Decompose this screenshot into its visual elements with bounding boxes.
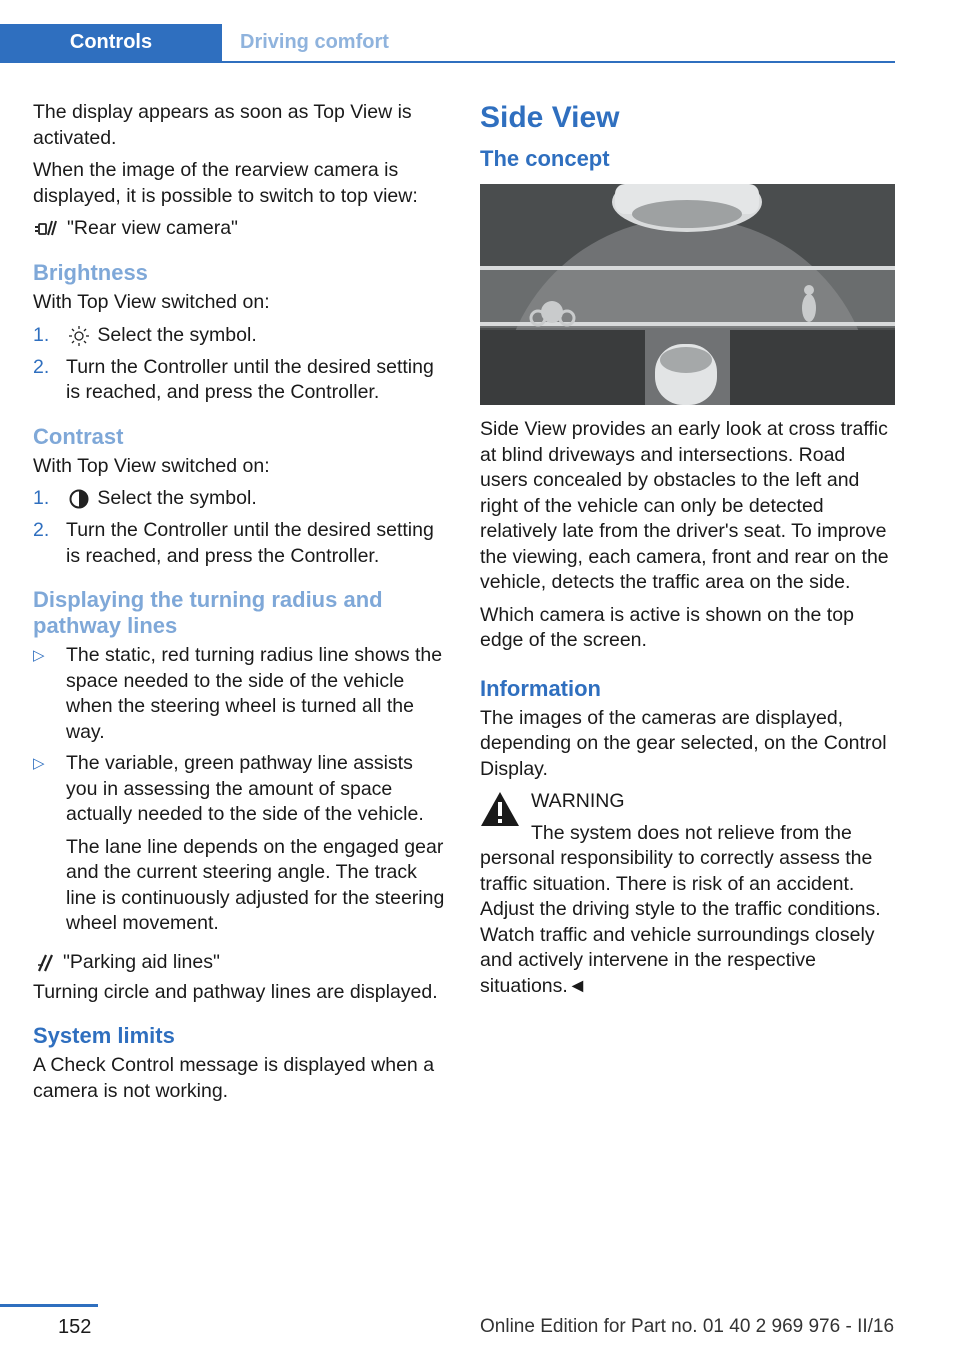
step-number: 1. [33, 323, 50, 346]
warning-box [480, 789, 895, 999]
list-item [33, 643, 448, 745]
warning-text: personal responsibility to correctly assess the traffic situation. There is risk of an accident. Adjust the driving style to the traffic conditions. Watch traffic and vehicle surroundings closely and actively intervene in the respective situations.◄ [480, 847, 881, 997]
step-number: 2. [33, 355, 50, 378]
brightness-sub: With Top View switched on: [33, 291, 270, 313]
step-number: 2. [33, 519, 50, 541]
step-text: Turn the Controller until the desired setting is reached, and press the Controller. [66, 355, 434, 403]
bullet-text: The variable, green pathway line assists you in assessing the amount of space actually needed to the side of the vehicle. [66, 752, 424, 825]
bullet-marker: ▷ [33, 647, 45, 664]
camera-text: Which camera is active is shown on the top edge of the screen. [480, 603, 854, 651]
list-item [33, 323, 448, 349]
parking-aid-lines-icon [33, 950, 59, 976]
list-item [33, 355, 448, 406]
side-view-title: Side View [480, 101, 620, 134]
step-text: Turn the Controller until the desired setting is reached, and press the Controller. [66, 519, 434, 567]
bullet-text: The lane line depends on the engaged gear and the current steering angle. The track line is continuously adjusted for the steering wheel movement. [66, 835, 445, 934]
rear-view-camera-icon [33, 216, 59, 242]
information-heading: Information [480, 675, 601, 701]
limits-heading: System limits [33, 1023, 175, 1048]
footer-rule [0, 1304, 98, 1307]
tab-driving-comfort[interactable]: Driving comfort [240, 31, 389, 53]
step-text: Select the symbol. [97, 487, 257, 509]
brightness-heading: Brightness [33, 260, 148, 285]
warning-title: WARNING [531, 790, 625, 812]
turning-after: Turning circle and pathway lines are displayed. [33, 980, 438, 1003]
page-number: 152 [58, 1316, 92, 1338]
list-item [33, 486, 448, 512]
parking-aid-label: "Parking aid lines" [63, 950, 220, 973]
intro-paragraph-1: The display appears as soon as Top View is activated. [33, 101, 412, 149]
header-rule [0, 61, 895, 63]
list-item [33, 751, 448, 944]
edition-line: Online Edition for Part no. 01 40 2 969 976 - II/16 [480, 1316, 895, 1337]
bullet-marker: ▷ [33, 755, 45, 772]
concept-text: Side View provides an early look at cross traffic at blind driveways and intersections. Road users concealed by obstacles to the left and right of the vehicle can only be detected relatively late from the driver's seat. To improve the viewing, each camera, front and rear on the vehicle, detects the traffic area on the side. [480, 418, 889, 593]
side-view-illustration [480, 184, 895, 405]
step-text: Select the symbol. [97, 323, 257, 346]
step-number: 1. [33, 487, 50, 509]
contrast-sub: With Top View switched on: [33, 454, 270, 477]
warning-triangle-icon [480, 791, 520, 827]
bullet-text: The static, red turning radius line shows the space needed to the side of the vehicle when the steering wheel is turned all the way. [66, 644, 443, 743]
tab-controls[interactable]: Controls [0, 24, 222, 61]
brightness-sun-icon [66, 323, 92, 349]
contrast-half-circle-icon [66, 486, 92, 512]
rear-view-camera-line [33, 216, 448, 242]
contrast-heading: Contrast [33, 423, 124, 449]
information-text: The images of the cameras are displayed, depending on the gear selected, on the Control Display. [480, 706, 887, 780]
list-item [33, 518, 448, 569]
parking-aid-line [33, 950, 448, 976]
header-tabs [0, 24, 895, 64]
right-column [480, 100, 895, 999]
intro-paragraph-2: When the image of the rearview camera is displayed, it is possible to switch to top view: [33, 159, 418, 207]
limits-text: A Check Control message is displayed when a camera is not working. [33, 1054, 435, 1102]
concept-subtitle: The concept [480, 146, 610, 171]
rear-view-camera-label: "Rear view camera" [67, 217, 238, 239]
turning-heading: Displaying the turning radius and pathway lines [33, 587, 383, 638]
warning-text-first: The system does not relieve from the [531, 821, 852, 844]
left-column [33, 100, 448, 1111]
